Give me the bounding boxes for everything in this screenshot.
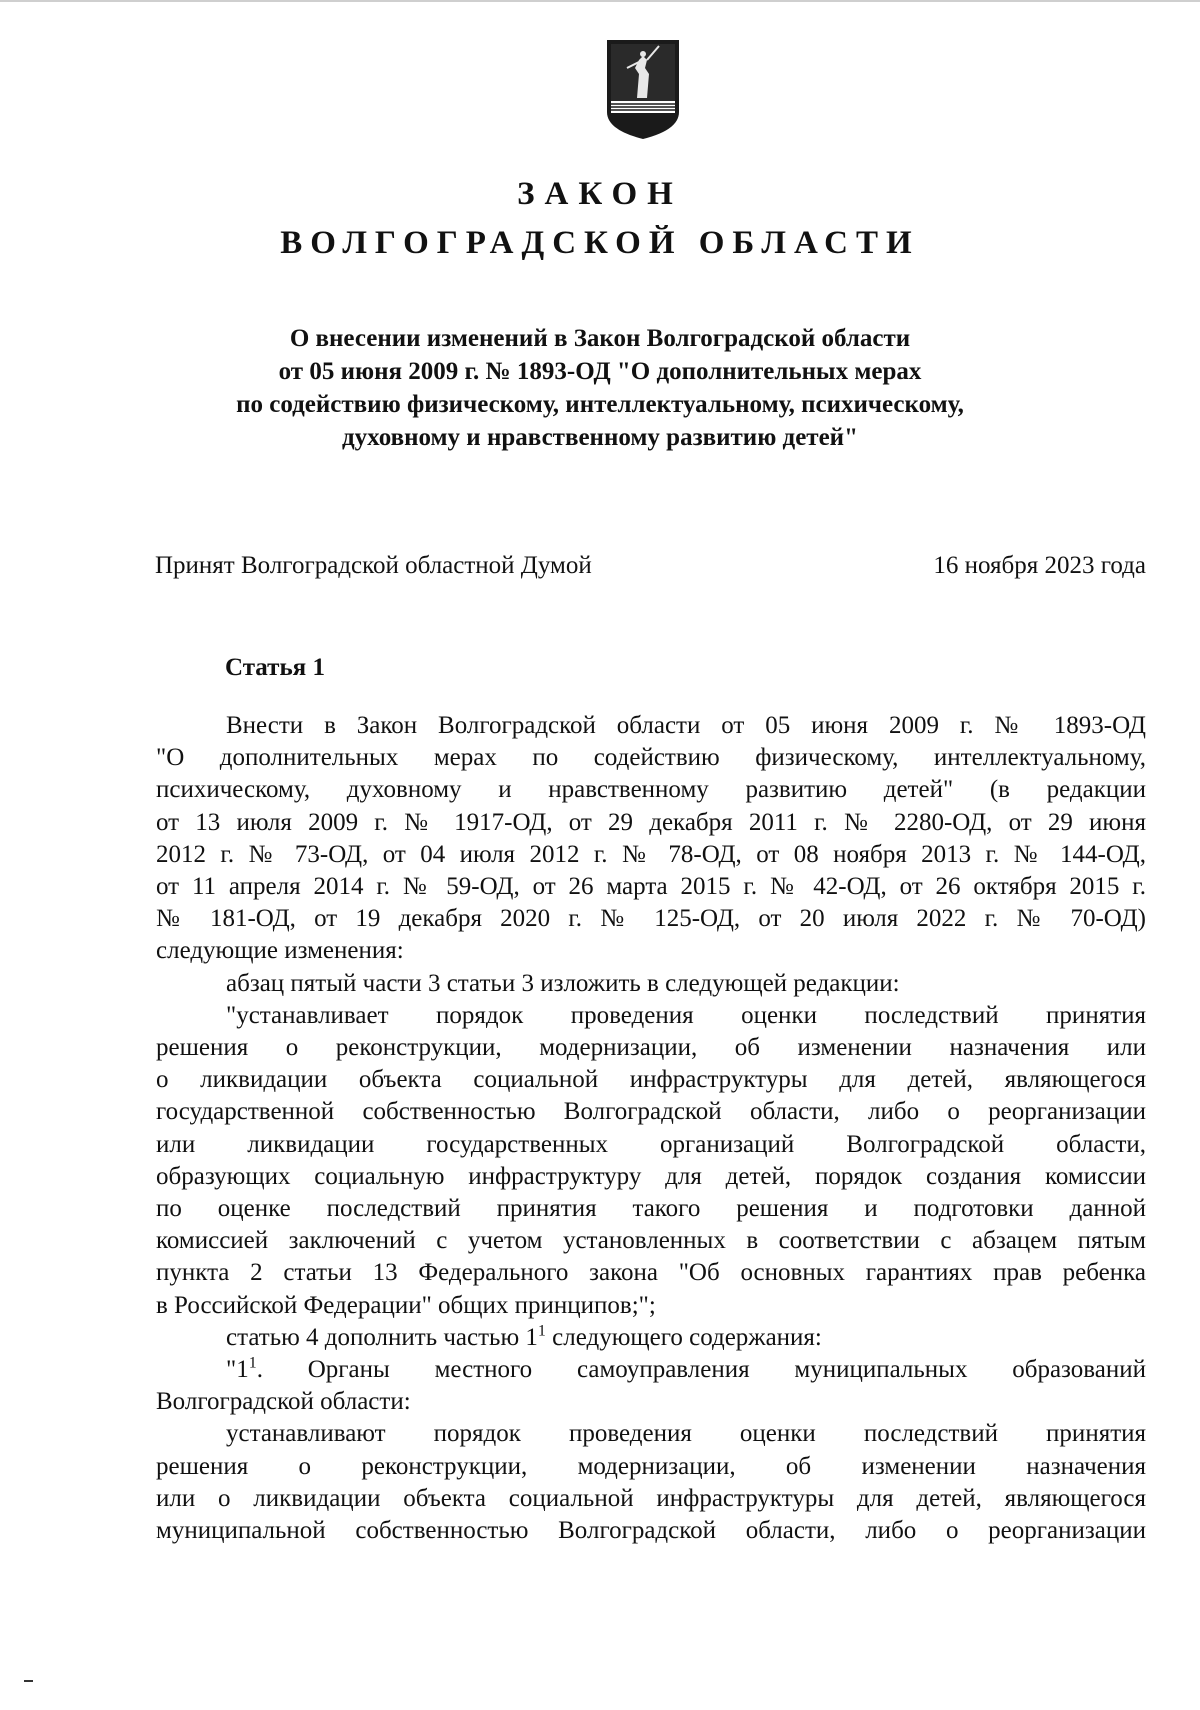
- body-line: по оценке последствий принятия такого решения и подготовки данной: [156, 1195, 1146, 1223]
- body-line: образующих социальную инфраструктуру для детей, порядок создания комиссии: [156, 1162, 1146, 1190]
- body-line: 2012 г. № 73-ОД, от 04 июля 2012 г. № 78-ОД, от 08 ноября 2013 г. № 144-ОД,: [156, 840, 1146, 868]
- law-subject: [150, 322, 1050, 454]
- body-line: государственной собственностью Волгоградской области, либо о реорганизации: [156, 1098, 1146, 1126]
- body-line: в Российской Федерации" общих принципов;";: [156, 1291, 656, 1319]
- body-line: от 13 июля 2009 г. № 1917-ОД, от 29 декабря 2011 г. № 2280-ОД, от 29 июня: [156, 808, 1146, 836]
- scan-mark: [24, 1680, 33, 1682]
- law-region-title: ВОЛГОГРАДСКОЙ ОБЛАСТИ: [280, 225, 920, 261]
- article-heading: Статья 1: [225, 654, 325, 681]
- adoption-date: 16 ноября 2023 года: [933, 552, 1146, 579]
- body-line: Волгоградской области:: [156, 1388, 411, 1416]
- body-line: устанавливают порядок проведения оценки последствий принятия: [226, 1420, 1146, 1448]
- body-text-run: статью 4 дополнить частью 1: [226, 1323, 538, 1351]
- body-line: [156, 1354, 1146, 1386]
- body-line: психическому, духовному и нравственному развитию детей" (в редакции: [156, 776, 1146, 804]
- subject-line: духовному и нравственному развитию детей": [342, 424, 858, 451]
- body-line: решения о реконструкции, модернизации, об изменении назначения или: [156, 1034, 1146, 1062]
- body-line: о ликвидации объекта социальной инфраструктуры для детей, являющегося: [156, 1066, 1146, 1094]
- body-line: или ликвидации государственных организаций Волгоградской области,: [156, 1130, 1146, 1158]
- body-line: "О дополнительных мерах по содействию физическому, интеллектуальному,: [156, 744, 1146, 772]
- body-line: решения о реконструкции, модернизации, об изменении назначения: [156, 1452, 1146, 1480]
- superscript: 1: [248, 1354, 257, 1372]
- body-line: муниципальной собственностью Волгоградской области, либо о реорганизации: [156, 1517, 1146, 1545]
- body-line: [156, 1322, 1146, 1354]
- volgograd-coat-of-arms-icon: [603, 38, 683, 141]
- body-line: следующие изменения:: [156, 937, 404, 965]
- body-line: Внести в Закон Волгоградской области от 05 июня 2009 г. № 1893-ОД: [226, 712, 1146, 739]
- article-body: [156, 710, 1146, 1547]
- subject-line: по содействию физическому, интеллектуальному, психическому,: [236, 391, 964, 418]
- body-line: абзац пятый части 3 статьи 3 изложить в следующей редакции:: [226, 969, 900, 997]
- body-line: № 181-ОД, от 19 декабря 2020 г. № 125-ОД, от 20 июля 2022 г. № 70-ОД): [156, 905, 1146, 933]
- superscript: 1: [537, 1322, 546, 1340]
- body-line: "устанавливает порядок проведения оценки последствий принятия: [226, 1001, 1146, 1029]
- subject-line: О внесении изменений в Закон Волгоградской области: [289, 325, 911, 352]
- body-line: или о ликвидации объекта социальной инфраструктуры для детей, являющегося: [156, 1484, 1146, 1512]
- body-line: пункта 2 статьи 13 Федерального закона "Об основных гарантиях прав ребенка: [156, 1259, 1146, 1287]
- body-text-run: . Органы местного самоуправления муниципальных образований: [256, 1356, 1146, 1384]
- adopted-by: Принят Волгоградской областной Думой: [155, 552, 592, 579]
- body-text-run: следующего содержания:: [545, 1323, 822, 1351]
- subject-line: от 05 июня 2009 г. № 1893-ОД "О дополнительных мерах: [278, 358, 922, 385]
- law-title: ЗАКОН: [517, 176, 683, 212]
- body-line: комиссией заключений с учетом установленных в соответствии с абзацем пятым: [156, 1227, 1146, 1255]
- body-line: от 11 апреля 2014 г. № 59-ОД, от 26 марта 2015 г. № 42-ОД, от 26 октября 2015 г.: [156, 873, 1146, 901]
- scan-top-edge: [0, 0, 1200, 2]
- body-text-run: "1: [226, 1356, 249, 1384]
